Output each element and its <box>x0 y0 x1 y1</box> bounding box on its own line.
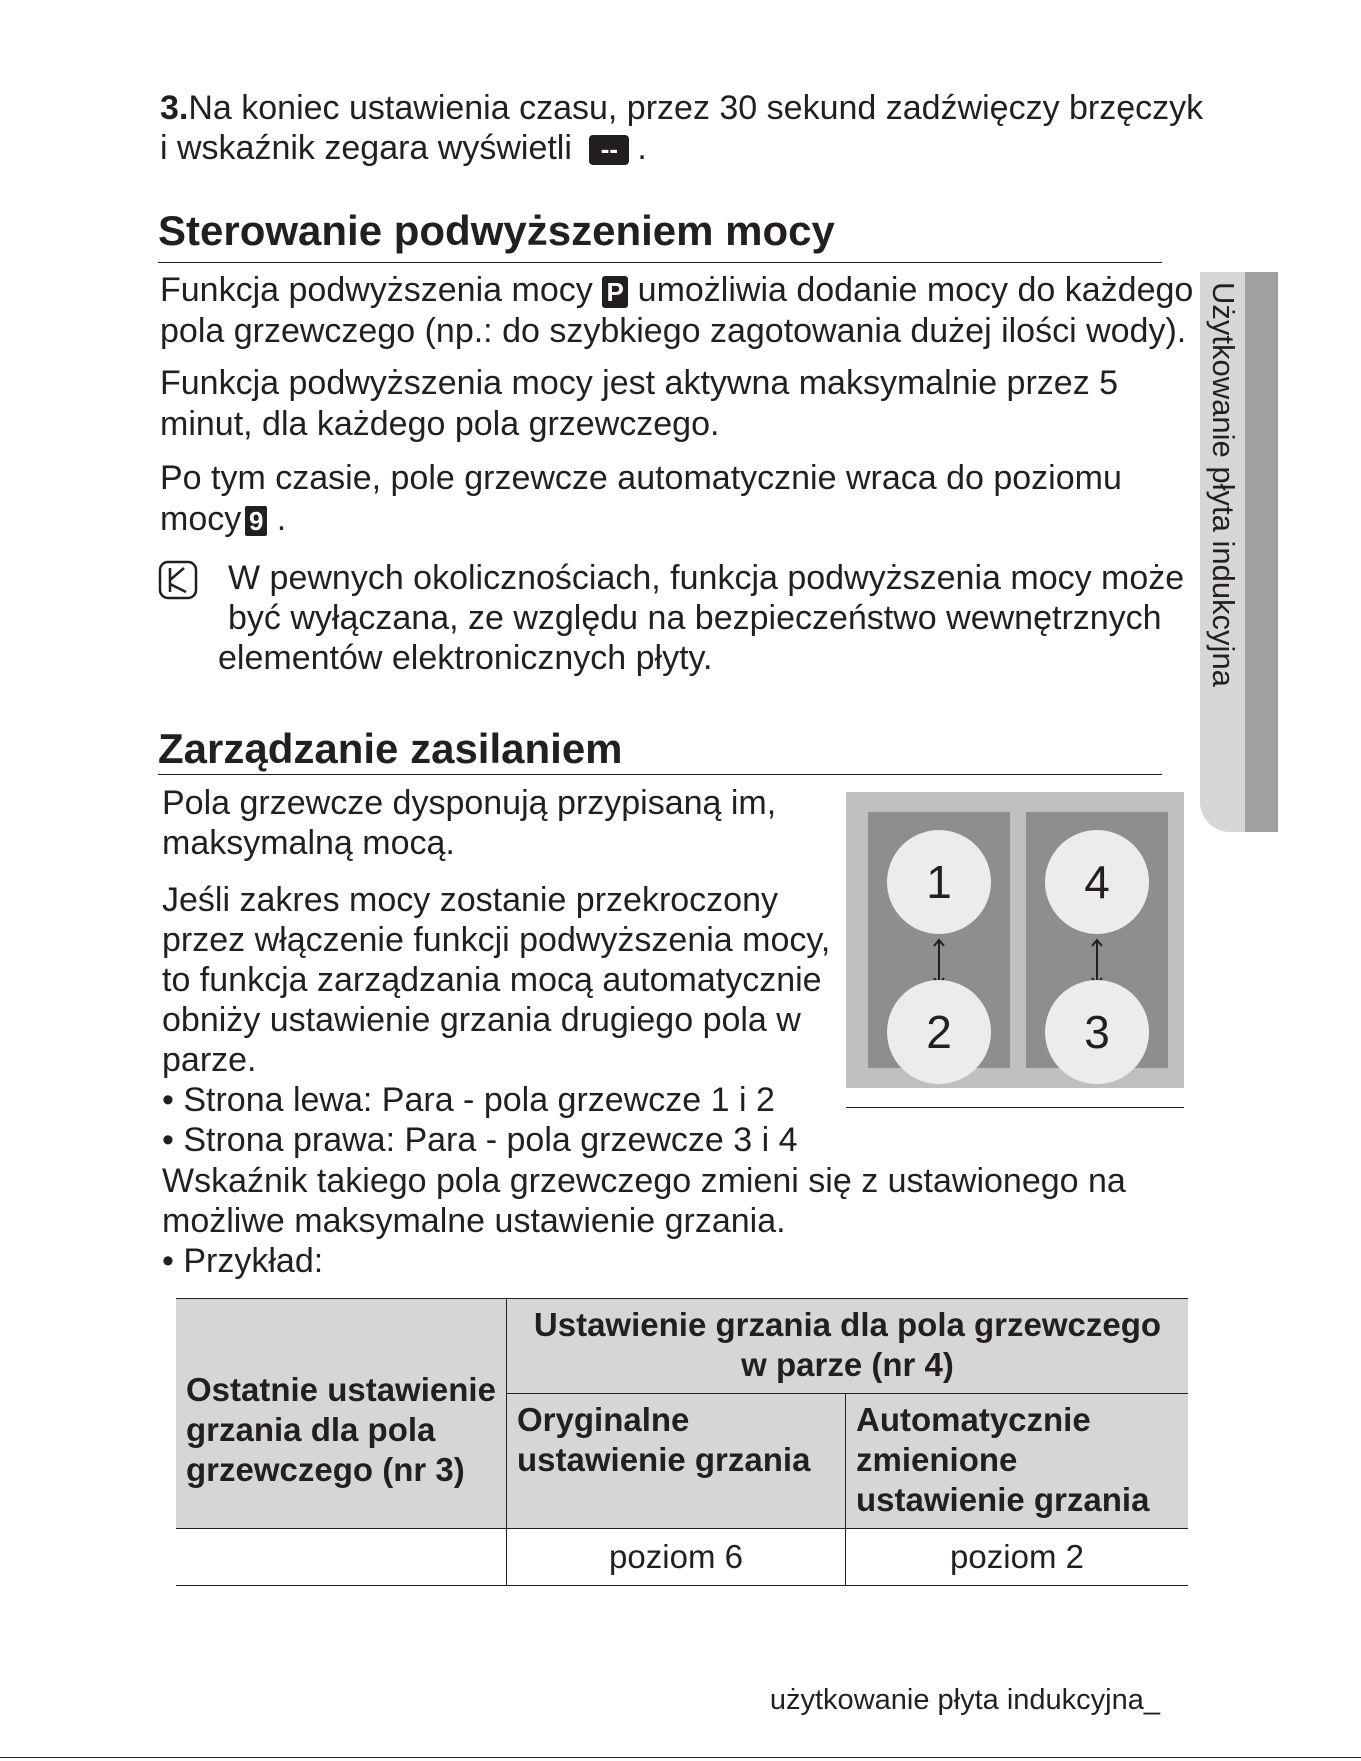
bullet-example: • Przykład: <box>162 1242 324 1280</box>
bullet-left-pair: • Strona lewa: Para - pola grzewcze 1 i 2 <box>162 1081 775 1119</box>
timer-dash-icon: -- <box>589 135 629 165</box>
bullet-right-pair: • Strona prawa: Para - pola grzewcze 3 i 4 <box>162 1121 798 1159</box>
note-icon <box>158 560 198 600</box>
section-title-rule <box>158 774 1162 775</box>
double-arrow-icon <box>1090 938 1104 986</box>
double-arrow-icon <box>932 938 946 986</box>
table-cell: poziom 2 <box>846 1529 1189 1586</box>
power-boost-paragraph-3: Po tym czasie, pole grzewcze automatycznie wraca do poziomu mocy 9 . <box>160 459 1122 538</box>
hob-zone-right <box>1026 812 1168 1068</box>
power-level-9-icon: 9 <box>245 506 267 536</box>
power-boost-paragraph-2: Funkcja podwyższenia mocy jest aktywna maksymalnie przez 5 minut, dla każdego pola grzewczego. <box>160 364 1119 443</box>
power-boost-p-icon: P <box>602 276 628 308</box>
step-number: 3. <box>160 89 189 127</box>
page-bottom-rule <box>0 1757 1361 1758</box>
header-last-setting: Ostatnie ustawienie grzania dla pola grzewczego (nr 3) <box>176 1299 507 1529</box>
table-cell <box>176 1529 507 1586</box>
side-tab-edge <box>1245 272 1278 832</box>
burner-4: 4 <box>1045 830 1149 934</box>
power-boost-paragraph-1: Funkcja podwyższenia mocy P umożliwia dodanie mocy do każdego pola grzewczego (np.: do szybkiego zagotowania dużej ilości wody). <box>160 271 1194 350</box>
section-title-rule <box>158 262 1162 263</box>
hob-zone-left <box>868 812 1010 1068</box>
step-3-line-1: 3.Na koniec ustawienia czasu, przez 30 sekund zadźwięczy brzęczyk <box>160 89 1204 127</box>
note-text: W pewnych okolicznościach, funkcja podwyższenia mocy może być wyłączana, ze względu na bezpieczeństwo wewnętrznych elementów elektronicznych płyty. <box>218 559 1185 677</box>
hob-diagram <box>846 792 1184 1088</box>
side-tab-label: Użytkowanie płyta indukcyjna <box>1206 282 1241 687</box>
header-auto-changed-setting: Automatycznie zmienione ustawienie grzania <box>846 1394 1189 1529</box>
power-management-paragraph-1: Pola grzewcze dysponują przypisaną im, maksymalną mocą. <box>162 784 777 862</box>
power-management-table <box>176 1298 1188 1586</box>
power-management-paragraph-3: Wskaźnik takiego pola grzewczego zmieni się z ustawionego na możliwe maksymalne ustawienie grzania. • Przykład: <box>162 1161 1202 1281</box>
burner-3: 3 <box>1045 980 1149 1084</box>
table-cell: poziom 6 <box>507 1529 846 1586</box>
section-title-power-boost: Sterowanie podwyższeniem mocy <box>158 207 835 254</box>
header-paired-zone: Ustawienie grzania dla pola grzewczego w parze (nr 4) <box>507 1299 1189 1394</box>
section-title-power-management: Zarządzanie zasilaniem <box>158 725 623 772</box>
page-footer: użytkowanie płyta indukcyjna_ <box>769 1684 1160 1716</box>
burner-2: 2 <box>887 980 991 1084</box>
table-row <box>176 1529 1188 1586</box>
diagram-rule <box>846 1107 1184 1108</box>
burner-1: 1 <box>887 830 991 934</box>
header-original-setting: Oryginalne ustawienie grzania <box>507 1394 846 1529</box>
step-3-line-2: i wskaźnik zegara wyświetli -- . <box>160 129 647 167</box>
step-3-text <box>160 88 1220 168</box>
power-management-paragraph-2: Jeśli zakres mocy zostanie przekroczony przez włączenie funkcji podwyższenia mocy, to funkcja zarządzania mocą automatycznie obniży ustawienie grzania drugiego pola w parze. • Strona lewa: Para - pola grzewcze 1 i 2 • Strona prawa: Para - pola grzewcze 3 i 4 <box>162 880 852 1160</box>
